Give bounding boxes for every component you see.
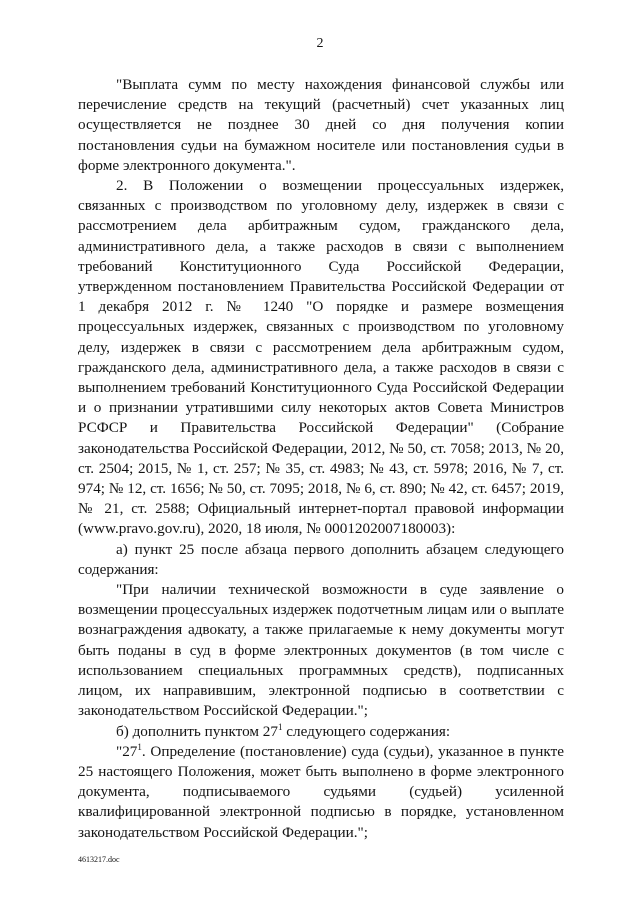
paragraph-item-b <box>78 722 564 742</box>
paragraph-item-2: 2. В Положении о возмещении процессуальных издержек, связанных с производством по уголовному делу, издержек в связи с рассмотрением дела арбитражным судом, гражданского дела, административного дела, а также расходов в связи с выполнением требований Конституционного Суда Российской Федерации, утвержденном постановлением Правительства Российской Федерации от 1 декабря 2012 г. № 1240 "О порядке и размере возмещения процессуальных издержек, связанных с производством по уголовному делу, издержек в связи с рассмотрением дела арбитражным судом, гражданского дела, административного дела, а также расходов в связи с выполнением требований Конституционного Суда Российской Федерации и о признании утратившими силу некоторых актов Совета Министров РСФСР и Правительства Российской Федерации" (Собрание законодательства Российской Федерации, 2012, № 50, ст. 7058; 2013, № 20, ст. 2504; 2015, № 1, ст. 257; № 35, ст. 4983; № 43, ст. 5978; 2016, № 7, ст. 974; № 12, ст. 1656; № 50, ст. 7095; 2018, № 6, ст. 890; № 42, ст. 6457; 2019, № 21, ст. 2588; Официальный интернет-портал правовой информации (www.pravo.gov.ru), 2020, 18 июля, № 0001202007180003): <box>78 177 564 538</box>
paragraph-item-27-1 <box>78 742 564 843</box>
item-27-text-end: . Определение (постановление) суда (судьи), указанное в пункте 25 настоящего Положения, может быть выполнено в форме электронного документа, подписываемого судьями (судьей) усиленной квалифицированной электронной подписью в порядке, установленном законодательством Российской Федерации."; <box>78 742 564 841</box>
item-27-text: "27 <box>116 742 138 760</box>
paragraph-quoted-amendment: "При наличии технической возможности в суде заявление о возмещении процессуальных издержек подотчетным лицам или о выплате вознаграждения адвокату, а также прилагаемые к нему документы могут быть поданы в суд в форме электронных документов (в том числе с использованием специальных программных средств), подписанных лицом, их направившим, электронной подписью в соответствии с законодательством Российской Федерации."; <box>78 581 564 720</box>
item-27-superscript: 1 <box>137 741 142 752</box>
footer-file-code: 4613217.doc <box>78 855 120 864</box>
document-body <box>78 75 564 843</box>
page-number: 2 <box>316 36 324 51</box>
paragraph-item-a: а) пункт 25 после абзаца первого дополнить абзацем следующего содержания: <box>78 540 564 578</box>
item-b-text: б) дополнить пунктом 27 <box>116 722 278 740</box>
paragraph-payment-terms: "Выплата сумм по месту нахождения финансовой службы или перечисление средств на текущий (расчетный) счет указанных лиц осуществляется не позднее 30 дней со дня получения копии постановления судьи на бумажном носителе или постановления судьи в форме электронного документа.". <box>78 76 564 174</box>
item-b-text-end: следующего содержания: <box>282 722 451 740</box>
item-b-superscript: 1 <box>277 721 283 732</box>
